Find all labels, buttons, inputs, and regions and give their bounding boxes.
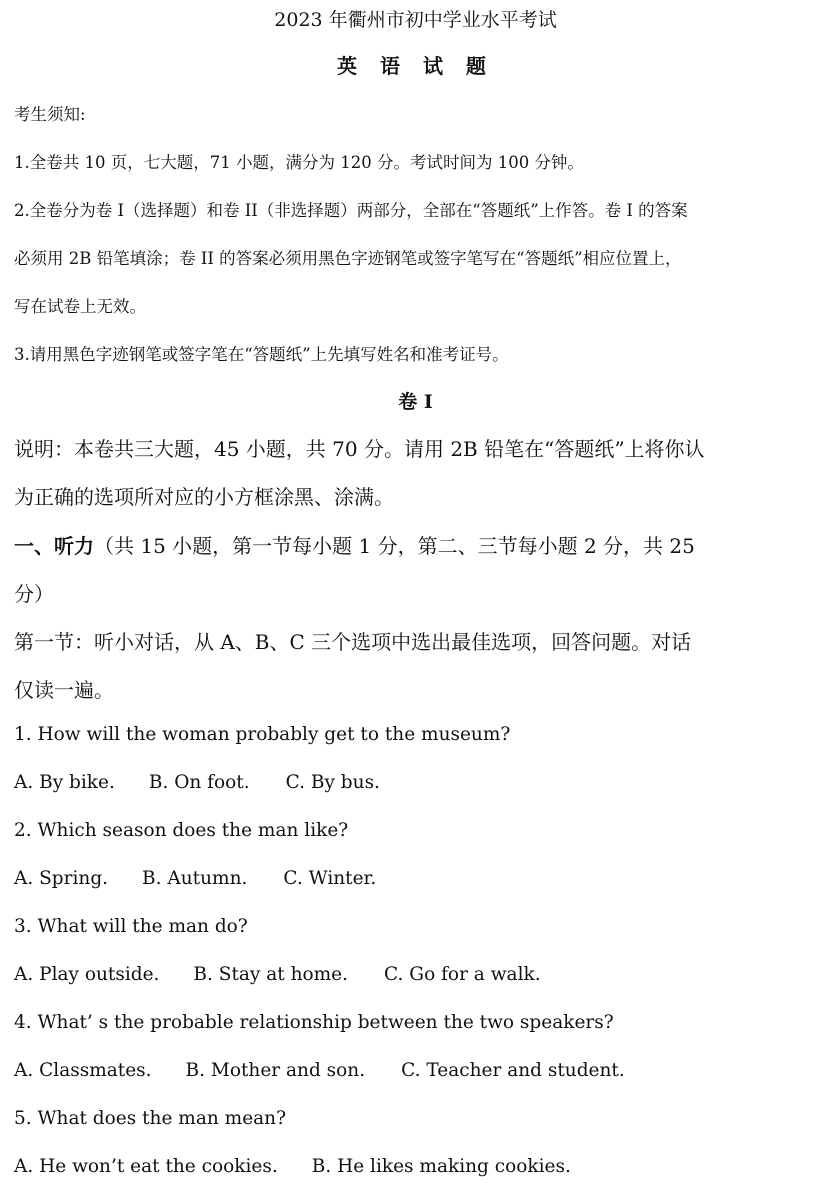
question-1: 1. How will the woman probably get to the museum? — [14, 724, 511, 745]
section-title-bold: 一、听力 — [14, 534, 94, 558]
option-c: C. Winter. — [283, 868, 377, 889]
notice-line: 写在试卷上无效。 — [14, 297, 146, 316]
options-4 — [14, 1060, 625, 1081]
notice-line: 必须用 2B 铅笔填涂；卷 II 的答案必须用黑色字迹钢笔或签字笔写在“答题纸”相应位置上， — [14, 249, 682, 268]
option-b: B. Stay at home. — [193, 964, 349, 985]
option-a: A. Spring. — [14, 868, 109, 889]
option-a: A. Play outside. — [14, 964, 160, 985]
options-5 — [14, 1156, 571, 1177]
option-a: A. Classmates. — [14, 1060, 152, 1081]
option-c: C. Teacher and student. — [401, 1060, 625, 1081]
volume-instruction: 为正确的选项所对应的小方框涂黑、涂满。 — [14, 485, 394, 509]
section-title-rest: （共 15 小题，第一节每小题 1 分，第二、三节每小题 2 分，共 25 — [94, 534, 695, 558]
option-b: B. On foot. — [148, 772, 250, 793]
option-c: C. By bus. — [285, 772, 380, 793]
question-3: 3. What will the man do? — [14, 916, 248, 937]
option-b: B. Autumn. — [142, 868, 248, 889]
volume-instruction: 说明：本卷共三大题，45 小题，共 70 分。请用 2B 铅笔在“答题纸”上将你认 — [14, 437, 705, 461]
option-a: A. He won’t eat the cookies. — [14, 1156, 278, 1177]
notice-line: 1.全卷共 10 页，七大题，71 小题，满分为 120 分。考试时间为 100 分钟。 — [14, 153, 584, 172]
question-4: 4. What’ s the probable relationship between the two speakers? — [14, 1012, 614, 1033]
options-3 — [14, 964, 541, 985]
section-title — [14, 530, 695, 559]
part-instruction: 第一节：听小对话，从 A、B、C 三个选项中选出最佳选项，回答问题。对话 — [14, 630, 692, 654]
option-b: B. Mother and son. — [185, 1060, 366, 1081]
question-5: 5. What does the man mean? — [14, 1108, 287, 1129]
option-b: B. He likes making cookies. — [311, 1156, 571, 1177]
volume-heading: 卷 I — [398, 391, 433, 413]
notice-line: 3.请用黑色字迹钢笔或签字笔在“答题纸”上先填写姓名和准考证号。 — [14, 345, 509, 364]
part-instruction: 仅读一遍。 — [14, 678, 114, 702]
section-title-cont: 分） — [14, 582, 54, 606]
notice-heading: 考生须知: — [14, 105, 86, 124]
exam-title: 2023 年衢州市初中学业水平考试 — [274, 9, 557, 31]
notice-line: 2.全卷分为卷 I（选择题）和卷 II（非选择题）两部分，全部在“答题纸”上作答。卷 I 的答案 — [14, 201, 688, 220]
option-c: C. Go for a walk. — [384, 964, 541, 985]
option-a: A. By bike. — [14, 772, 115, 793]
options-1 — [14, 772, 380, 793]
options-2 — [14, 868, 376, 889]
subject-title: 英 语 试 题 — [337, 54, 494, 78]
question-2: 2. Which season does the man like? — [14, 820, 349, 841]
